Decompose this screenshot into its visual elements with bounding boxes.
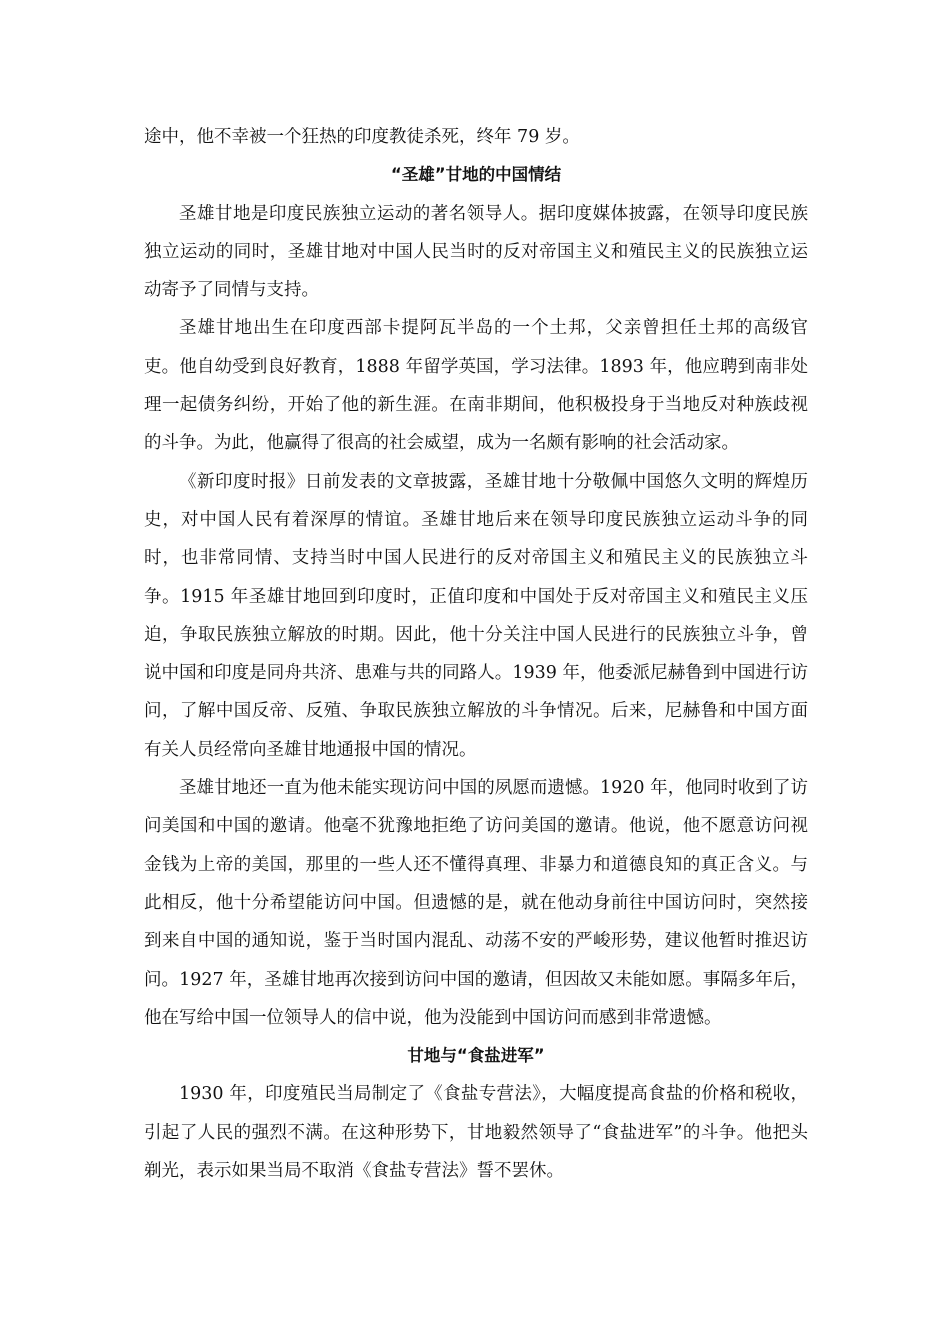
paragraph: 1930 年，印度殖民当局制定了《食盐专营法》，大幅度提高食盐的价格和税收，引起了人民的强烈不满。在这种形势下，甘地毅然领导了“食盐进军”的斗争。他把头剃光，表示如果当局不取消《食盐专营法》誓不罢休。 bbox=[144, 1084, 808, 1182]
paragraph: 圣雄甘地出生在印度西部卡提阿瓦半岛的一个土邦，父亲曾担任土邦的高级官吏。他自幼受到良好教育，1888 年留学英国，学习法律。1893 年，他应聘到南非处理一起债务纠纷，开始了他的新生涯。在南非期间，他积极投身于当地反对种族歧视的斗争。为此，他赢得了很高的社会威望，成为一名颇有影响的社会活动家。 bbox=[144, 318, 808, 454]
document-page bbox=[144, 118, 808, 1190]
section-heading-china-complex: “圣雄”甘地的中国情结 bbox=[390, 165, 562, 185]
opening-line: 途中，他不幸被一个狂热的印度教徒杀死，终年 79 岁。 bbox=[144, 127, 580, 147]
section-heading-salt-march: 甘地与“食盐进军” bbox=[407, 1046, 545, 1066]
paragraph: 圣雄甘地还一直为他未能实现访问中国的夙愿而遗憾。1920 年，他同时收到了访问美国和中国的邀请。他毫不犹豫地拒绝了访问美国的邀请。他说，他不愿意访问视金钱为上帝的美国，那里的一些人还不懂得真理、非暴力和道德良知的真正含义。与此相反，他十分希望能访问中国。但遗憾的是，就在他动身前往中国访问时，突然接到来自中国的通知说，鉴于当时国内混乱、动荡不安的严峻形势，建议他暂时推迟访问。1927 年，圣雄甘地再次接到访问中国的邀请，但因故又未能如愿。事隔多年后，他在写给中国一位领导人的信中说，他为没能到中国访问而感到非常遗憾。 bbox=[144, 778, 808, 1028]
paragraph: 《新印度时报》日前发表的文章披露，圣雄甘地十分敬佩中国悠久文明的辉煌历史，对中国人民有着深厚的情谊。圣雄甘地后来在领导印度民族独立运动斗争的同时，也非常同情、支持当时中国人民进行的反对帝国主义和殖民主义的民族独立斗争。1915 年圣雄甘地回到印度时，正值印度和中国处于反对帝国主义和殖民主义压迫，争取民族独立解放的时期。因此，他十分关注中国人民进行的民族独立斗争，曾说中国和印度是同舟共济、患难与共的同路人。1939 年，他委派尼赫鲁到中国进行访问，了解中国反帝、反殖、争取民族独立解放的斗争情况。后来，尼赫鲁和中国方面有关人员经常向圣雄甘地通报中国的情况。 bbox=[144, 471, 808, 760]
paragraph: 圣雄甘地是印度民族独立运动的著名领导人。据印度媒体披露，在领导印度民族独立运动的同时，圣雄甘地对中国人民当时的反对帝国主义和殖民主义的民族独立运动寄予了同情与支持。 bbox=[144, 203, 808, 301]
